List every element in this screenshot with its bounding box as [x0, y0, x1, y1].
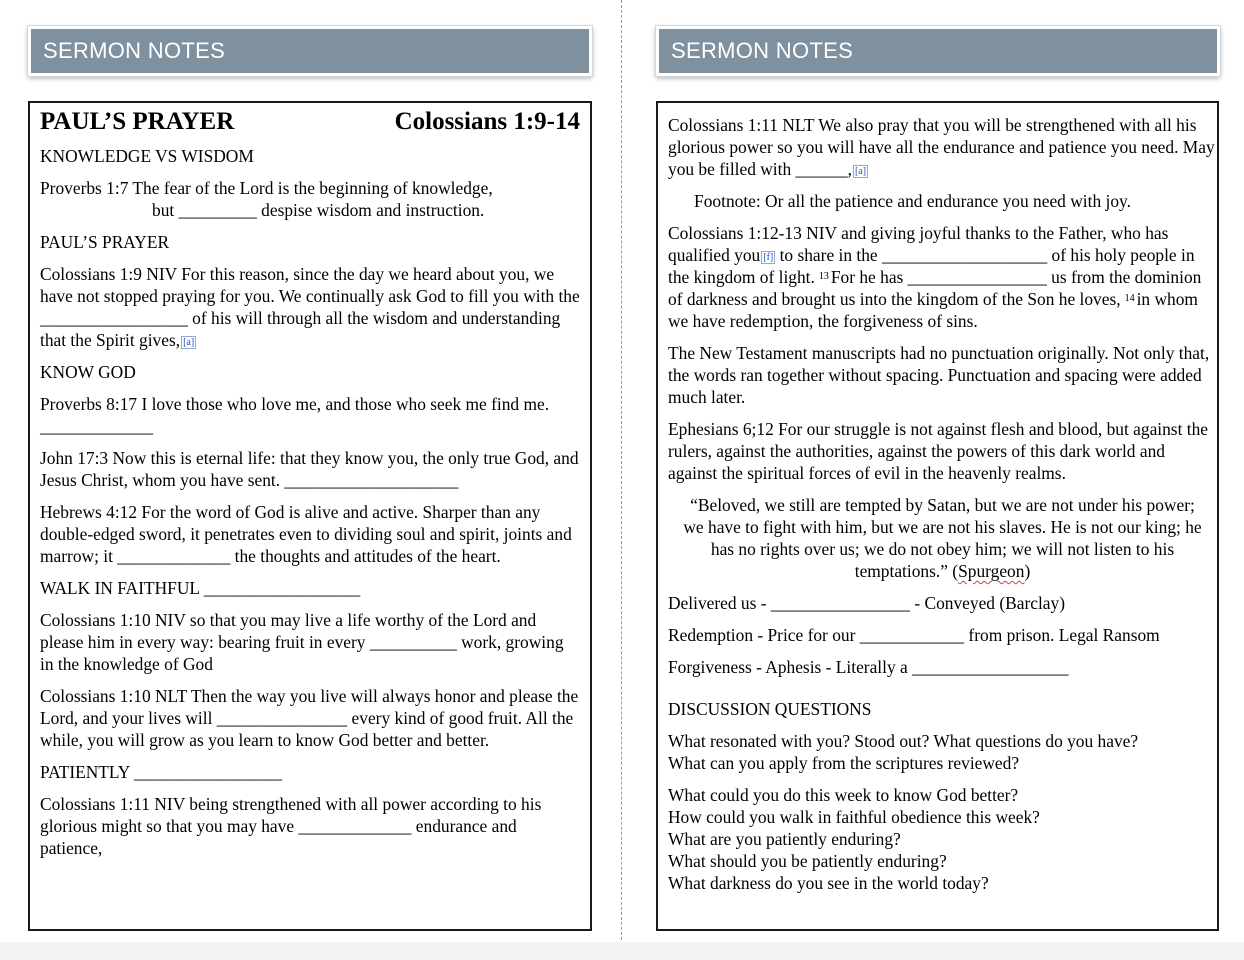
verse-text: Colossians 1:11 NLT We also pray that you will be strengthened with all his glorious power so you will have all the endurance and patience you need. May you be filled with ______,: [668, 115, 1215, 179]
verse-colossians-1-11-nlt: [668, 114, 1217, 180]
notes-panel-left: [28, 101, 592, 931]
note-delivered: Delivered us - ________________ - Conveyed (Barclay): [668, 593, 1065, 613]
footnote-text: Footnote: Or all the patience and endurance you need with joy.: [694, 191, 1131, 211]
section-heading-pauls-prayer: PAUL’S PRAYER: [40, 232, 170, 252]
sermon-notes-header-right: SERMON NOTES: [656, 26, 1220, 76]
page-bottom-edge: [0, 942, 1244, 960]
page-fold-divider: [621, 0, 622, 960]
spurgeon-quote: [668, 494, 1217, 582]
section-heading-know-god: KNOW GOD: [40, 362, 136, 382]
section-heading-patiently: PATIENTLY _________________: [40, 762, 282, 782]
verse-text: Colossians 1:12-13 NIV and giving joyful thanks to the Father, who has qualified you: [668, 223, 1169, 265]
section-heading-discussion: DISCUSSION QUESTIONS: [668, 699, 872, 719]
verse-colossians-1-10-niv: Colossians 1:10 NIV so that you may live a life worthy of the Lord and please him in every way: bearing fruit in every __________ work, growing in the knowledge of God: [40, 610, 564, 674]
section-heading-knowledge: KNOWLEDGE VS WISDOM: [40, 146, 254, 166]
verse-colossians-1-11-niv: Colossians 1:11 NIV being strengthened with all power according to his glorious might so that you may have _____________ endurance and patience,: [40, 794, 542, 858]
discussion-question: What darkness do you see in the world today?: [668, 873, 989, 893]
verse-number: 13: [818, 271, 829, 282]
footnote-link[interactable]: [a]: [855, 166, 867, 177]
discussion-question: What should you be patiently enduring?: [668, 851, 947, 871]
verse-number: 14: [1124, 293, 1135, 304]
manuscript-note: The New Testament manuscripts had no punctuation originally. Not only that, the words ran together without spacing. Punctuation and spacing were added much later.: [668, 343, 1210, 407]
verse-colossians-1-12-13: [668, 222, 1217, 332]
notes-panel-right: [656, 101, 1219, 931]
verse-text: in whom we have redemption, the forgiveness of sins.: [668, 289, 1198, 331]
verse-line: Proverbs 1:7 The fear of the Lord is the beginning of knowledge,: [40, 178, 493, 198]
note-redemption: Redemption - Price for our ____________ from prison. Legal Ransom: [668, 625, 1160, 645]
discussion-question: How could you walk in faithful obedience this week?: [668, 807, 1040, 827]
verse-colossians-1-9: [40, 263, 580, 351]
footnote-link[interactable]: [f]: [763, 252, 774, 263]
verse-proverbs-1-7: [40, 177, 580, 221]
scripture-reference: Colossians 1:9-14: [394, 108, 580, 135]
quote-author: Spurgeon: [958, 561, 1025, 581]
discussion-question: What could you do this week to know God better?: [668, 785, 1019, 805]
discussion-question: What resonated with you? Stood out? What questions do you have?: [668, 731, 1139, 751]
question-group-2: [668, 784, 1217, 894]
verse-ephesians-6-12: Ephesians 6;12 For our struggle is not against flesh and blood, but against the rulers, against the authorities, against the powers of this dark world and against the spiritual forces of evil in the heavenly realms.: [668, 419, 1209, 483]
quote-close: ): [1024, 561, 1031, 581]
sermon-title: PAUL’S PRAYER: [40, 108, 235, 135]
verse-text: Colossians 1:9 NIV For this reason, since the day we heard about you, we have not stopped praying for you. We continually ask God to fill you with the _________________ of his will through all the wisdom and understanding that the Spirit gives,: [40, 264, 580, 350]
verse-line-indented: but _________ despise wisdom and instruction.: [152, 200, 485, 220]
verse-hebrews-4-12: Hebrews 4:12 For the word of God is alive and active. Sharper than any double-edged sword, it penetrates even to dividing soul and spirit, joints and marrow; it _____________ the thoughts and attitudes of the heart.: [40, 502, 572, 566]
verse-text: For he has ________________ us from the dominion of darkness and brought us into the kingdom of the Son he loves,: [668, 267, 1202, 309]
verse-colossians-1-10-nlt: Colossians 1:10 NLT Then the way you live will always honor and please the Lord, and your lives will _______________ every kind of good fruit. All the while, you will grow as you learn to know God better and better.: [40, 686, 579, 750]
question-group-1: [668, 730, 1217, 774]
title-row: [40, 107, 580, 137]
discussion-question: What are you patiently enduring?: [668, 829, 901, 849]
verse-john-17-3: John 17:3 Now this is eternal life: that they know you, the only true God, and Jesus Christ, whom you have sent. ____________________: [40, 448, 579, 490]
quote-text: “Beloved, we still are tempted by Satan, but we are not under his power; we have to fight with him, but we are not his slaves. He is not our king; he has no rights over us; we do not obey him; we will not listen to his temptations.” (: [683, 495, 1202, 581]
verse-proverbs-8-17: Proverbs 8:17 I love those who love me, and those who seek me find me. _____________: [40, 394, 550, 436]
sermon-notes-header-left: SERMON NOTES: [28, 26, 592, 76]
footnote-link[interactable]: [a]: [183, 337, 195, 348]
section-heading-walk: WALK IN FAITHFUL __________________: [40, 578, 361, 598]
verse-text: to share in the ___________________ of his holy people in the kingdom of light.: [668, 245, 1195, 287]
note-forgiveness: Forgiveness - Aphesis - Literally a __________________: [668, 657, 1069, 677]
discussion-question: What can you apply from the scriptures reviewed?: [668, 753, 1020, 773]
